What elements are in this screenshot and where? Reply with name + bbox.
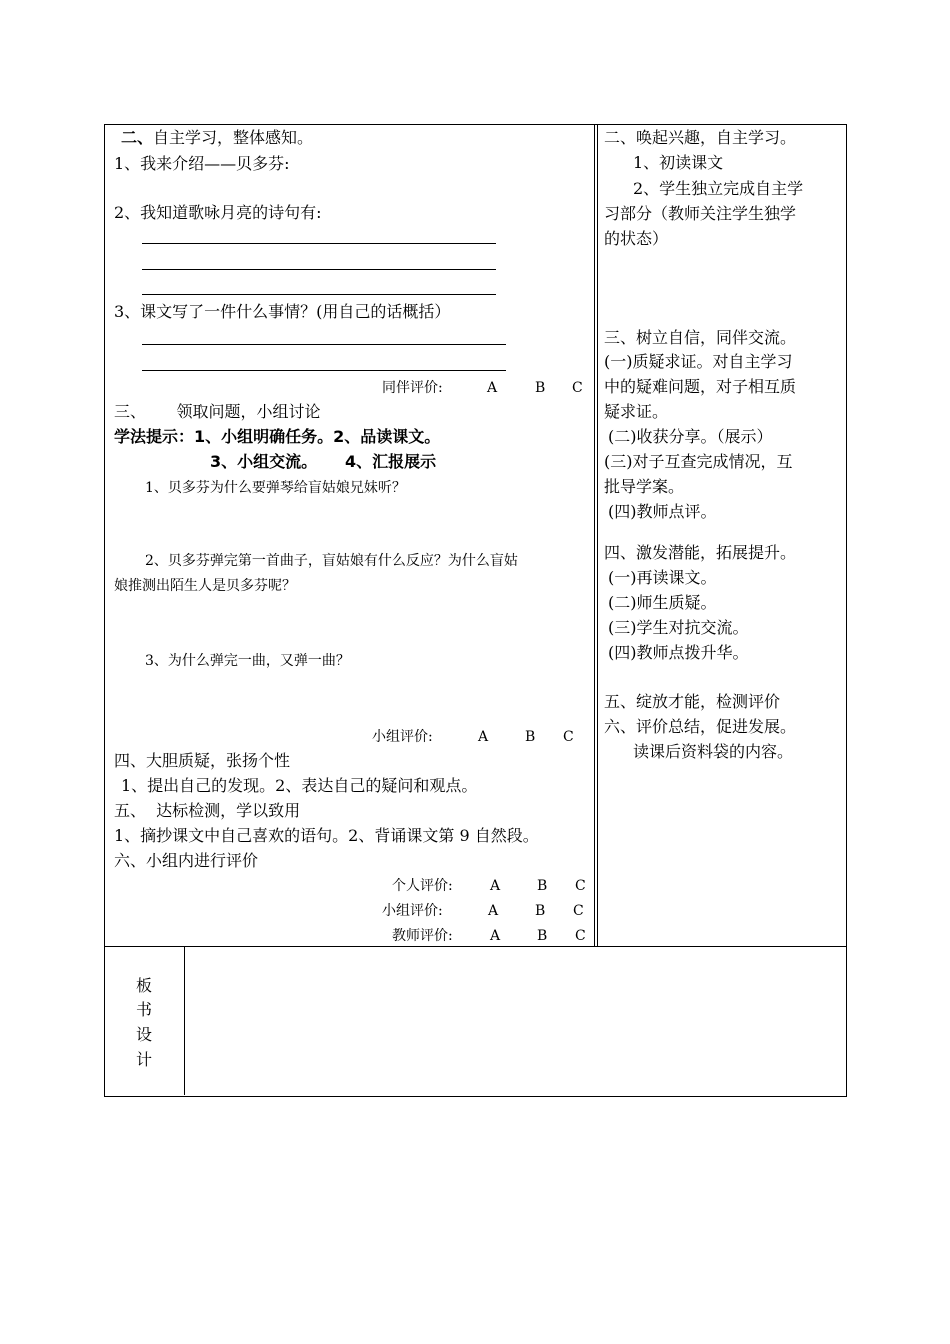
teacher-eval-label: 教师评价: [392,928,453,944]
teacher-step-3-item-1-cont: 疑求证。 [604,402,669,421]
teacher-step-2-item-2-cont: 习部分（教师关注学生独学 [604,204,797,223]
option-b: B [537,928,548,944]
option-b: B [525,729,536,745]
section-4-body: 1、提出自己的发现。2、表达自己的疑问和观点。 [121,776,478,795]
personal-eval-label: 个人评价: [392,878,453,894]
option-c: C [573,903,584,919]
question-2-line-1: 2、贝多芬弹完第一首曲子，盲姑娘有什么反应？为什么盲姑 [145,553,518,569]
board-label-divider [184,946,185,1095]
option-a: A [490,928,501,944]
question-1: 1、贝多芬为什么要弹琴给盲姑娘兄妹听？ [145,480,406,496]
personal-eval-row [392,876,586,896]
answer-line [142,243,496,244]
option-b: B [535,903,546,919]
option-c: C [563,729,574,745]
teacher-step-3-item-1: (一)质疑求证。对自主学习 [604,352,793,371]
option-a: A [487,380,498,396]
group-eval-row-1 [372,727,574,747]
question-2-line-2: 娘推测出陌生人是贝多芬呢？ [114,578,296,594]
section-5-body: 1、摘抄课文中自己喜欢的语句。2、背诵课文第 9 自然段。 [114,826,539,845]
group-eval-row-2 [382,901,584,921]
teacher-step-3-item-3-cont: 批导学案。 [604,477,685,496]
section-2-heading [121,128,313,148]
teacher-step-6-item: 读课后资料袋的内容。 [633,742,794,761]
teacher-step-4-item-3: (三)学生对抗交流。 [608,618,749,637]
section-6-heading: 六、小组内进行评价 [114,851,259,870]
option-a: A [478,729,489,745]
teacher-step-3-item-4: (四)教师点评。 [608,502,717,521]
teacher-eval-row [392,926,586,946]
item-1: 1、我来介绍——贝多芬: [114,154,290,173]
option-c: C [575,928,586,944]
board-label-char: 书 [136,1000,153,1019]
section-5-heading: 五、 达标检测，学以致用 [114,801,301,820]
peer-eval-label: 同伴评价: [382,380,443,396]
board-label-char: 计 [136,1050,153,1069]
answer-line [142,344,506,345]
teacher-step-5-heading: 五、绽放才能，检测评价 [604,692,781,711]
question-3: 3、为什么弹完一曲，又弹一曲？ [145,653,350,669]
study-tips-line-2: 3、小组交流。 4、汇报展示 [210,452,437,471]
section-2-title: 自主学习，整体感知。 [153,128,314,147]
option-c: C [572,380,583,396]
board-design-area [186,948,844,1094]
teacher-step-4-item-4: (四)教师点拨升华。 [608,643,749,662]
teacher-step-4-item-1: (一)再读课文。 [608,568,717,587]
column-divider [594,124,595,946]
teacher-step-2-item-2: 2、学生独立完成自主学 [633,179,804,198]
option-b: B [537,878,548,894]
answer-line [142,370,506,371]
section-2-number: 二、 [121,128,154,147]
item-3: 3、课文写了一件什么事情？(用自己的话概括） [114,302,451,321]
study-tips-line-1: 学法提示：1、小组明确任务。2、品读课文。 [114,427,441,446]
board-label-char: 板 [136,976,153,995]
option-a: A [488,903,499,919]
peer-eval-row [382,378,583,398]
teacher-step-6-heading: 六、评价总结，促进发展。 [604,717,797,736]
answer-line [142,269,496,270]
teacher-step-3-item-2: (二)收获分享。（展示） [608,427,773,446]
teacher-step-3-item-1-cont: 中的疑难问题，对子相互质 [604,377,797,396]
row-divider [104,946,846,947]
group-eval-label: 小组评价: [372,729,433,745]
item-2: 2、我知道歌咏月亮的诗句有: [114,203,322,222]
teacher-step-4-item-2: (二)师生质疑。 [608,593,717,612]
answer-line [142,294,496,295]
teacher-step-3-heading: 三、树立自信，同伴交流。 [604,328,797,347]
section-3-heading: 三、 领取问题，小组讨论 [114,402,321,421]
option-b: B [535,380,546,396]
teacher-step-3-item-3: (三)对子互查完成情况，互 [604,452,793,471]
column-divider-inner [597,124,598,946]
teacher-step-2-heading: 二、唤起兴趣，自主学习。 [604,128,797,147]
teacher-step-2-item-1: 1、初读课文 [633,153,724,172]
group-eval-label: 小组评价: [382,903,443,919]
option-c: C [575,878,586,894]
section-4-heading: 四、大胆质疑，张扬个性 [114,751,291,770]
board-label-char: 设 [136,1025,153,1044]
option-a: A [490,878,501,894]
teacher-step-2-item-2-cont: 的状态） [604,229,669,248]
teacher-step-4-heading: 四、激发潜能，拓展提升。 [604,543,797,562]
